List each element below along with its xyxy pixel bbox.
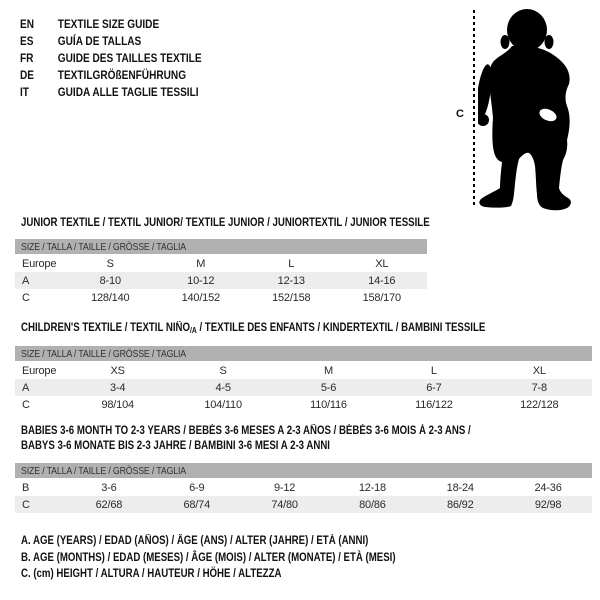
children-title-rest: / TEXTILE DES ENFANTS / KINDERTEXTIL / BAMBINI TESSILE — [196, 322, 486, 334]
table-row — [15, 479, 592, 496]
table-cell: 6-9 — [189, 481, 205, 494]
table-cell: S — [106, 257, 114, 270]
table-cell: S — [219, 364, 227, 377]
babies-title-line1: BABIES 3-6 MONTH TO 2-3 YEARS / BEBÉS 3-6 MESES A 2-3 AÑOS / BÉBÉS 3-6 MOIS À 2-3 ANS / — [21, 425, 471, 437]
size-header-label: SIZE / TALLA / TAILLE / GRÖSSE / TAGLIA — [21, 240, 187, 253]
language-title: GUIDA ALLE TAGLIE TESSILI — [57, 85, 199, 99]
language-title-list — [20, 16, 202, 101]
table-cell: L — [430, 364, 437, 377]
language-title: GUÍA DE TALLAS — [57, 34, 142, 48]
language-code: ES — [20, 34, 34, 48]
table-row — [15, 272, 427, 289]
table-cell: M — [324, 364, 333, 377]
table-cell: 14-16 — [368, 274, 396, 287]
table-cell: 140/152 — [181, 291, 220, 304]
table-cell: 74/80 — [271, 498, 298, 511]
row-label: B — [22, 481, 30, 494]
table-cell: M — [196, 257, 206, 270]
row-label: A — [22, 274, 30, 287]
table-row — [15, 396, 592, 413]
footnote-b: B. AGE (MONTHS) / EDAD (MESES) / ÂGE (MOIS) / ALTER (MONATE) / ETÀ (MESI) — [21, 551, 396, 564]
table-row — [15, 255, 427, 272]
size-header-label: SIZE / TALLA / TAILLE / GRÖSSE / TAGLIA — [21, 464, 187, 477]
row-label: Europe — [22, 257, 57, 270]
language-row — [20, 16, 202, 33]
table-cell: 110/116 — [310, 398, 347, 411]
table-cell: 10-12 — [187, 274, 215, 287]
table-cell: 116/122 — [415, 398, 453, 411]
table-cell: 8-10 — [99, 274, 121, 287]
table-cell: 128/140 — [91, 291, 130, 304]
babies-size-table — [15, 463, 592, 513]
table-cell: 86/92 — [446, 498, 474, 511]
language-code: EN — [20, 17, 35, 31]
language-title: TEXTILGRÖßENFÜHRUNG — [57, 68, 187, 82]
footnote-legend — [21, 533, 396, 583]
table-cell: 4-5 — [215, 381, 231, 394]
table-cell: 98/104 — [101, 398, 134, 411]
table-cell: 92/98 — [534, 498, 562, 511]
row-label: A — [22, 381, 30, 394]
table-row — [15, 496, 592, 513]
table-cell: 12-18 — [358, 481, 386, 494]
footnote-c: C. (cm) HEIGHT / ALTURA / HAUTEUR / HÖHE / ALTEZZA — [21, 568, 282, 580]
language-code: IT — [20, 85, 29, 99]
table-cell: 6-7 — [426, 381, 442, 394]
language-row — [20, 50, 202, 67]
table-cell: 24-36 — [534, 481, 562, 494]
babies-section-title — [21, 424, 471, 454]
height-measure-dashed-line — [473, 10, 475, 206]
row-label: Europe — [22, 364, 57, 377]
language-row — [20, 67, 202, 84]
size-header-band — [15, 239, 427, 254]
table-cell: XL — [375, 257, 389, 270]
table-cell: XS — [110, 364, 125, 377]
table-cell: 122/128 — [520, 398, 559, 411]
children-title-main: CHILDREN'S TEXTILE / TEXTIL NIÑO — [21, 322, 191, 334]
table-cell: 68/74 — [183, 498, 210, 511]
table-cell: 3-6 — [101, 481, 117, 494]
junior-size-table — [15, 239, 427, 306]
language-row — [20, 84, 202, 101]
row-label: C — [22, 291, 30, 304]
language-code: FR — [20, 51, 34, 65]
table-row — [15, 289, 427, 306]
table-cell: L — [288, 257, 295, 270]
table-cell: 158/170 — [362, 291, 401, 304]
language-code: DE — [20, 68, 35, 82]
table-cell: 62/68 — [95, 498, 123, 511]
table-row — [15, 379, 592, 396]
children-title-subscript: /A — [190, 326, 197, 335]
language-title: GUIDE DES TAILLES TEXTILE — [57, 51, 202, 65]
table-cell: 152/158 — [272, 291, 311, 304]
table-cell: 80/86 — [359, 498, 386, 511]
table-cell: XL — [532, 364, 546, 377]
table-cell: 3-4 — [110, 381, 126, 394]
table-cell: 9-12 — [273, 481, 296, 494]
table-cell: 12-13 — [277, 274, 305, 287]
row-label: C — [22, 498, 30, 511]
table-cell: 18-24 — [446, 481, 474, 494]
children-size-table — [15, 346, 592, 413]
size-header-label: SIZE / TALLA / TAILLE / GRÖSSE / TAGLIA — [21, 347, 187, 360]
children-section-title — [21, 321, 485, 338]
language-row — [20, 33, 202, 50]
footnote-a: A. AGE (YEARS) / EDAD (AÑOS) / ÂGE (ANS) / ALTER (JAHRE) / ETÀ (ANNI) — [21, 535, 369, 547]
babies-title-line2: BABYS 3-6 MONATE BIS 2-3 JAHRE / BAMBINI 3-6 MESI A 2-3 ANNI — [21, 440, 330, 452]
baby-silhouette-icon — [478, 6, 576, 212]
language-title: TEXTILE SIZE GUIDE — [57, 17, 160, 31]
table-cell: 104/110 — [204, 398, 242, 411]
junior-section-title: JUNIOR TEXTILE / TEXTIL JUNIOR/ TEXTILE JUNIOR / JUNIORTEXTIL / JUNIOR TESSILE — [21, 217, 430, 229]
height-measure-label: C — [456, 108, 464, 120]
size-header-band — [15, 463, 592, 478]
table-cell: 5-6 — [320, 381, 337, 394]
table-cell: 7-8 — [531, 381, 547, 394]
size-header-band — [15, 346, 592, 361]
table-row — [15, 362, 592, 379]
row-label: C — [22, 398, 30, 411]
